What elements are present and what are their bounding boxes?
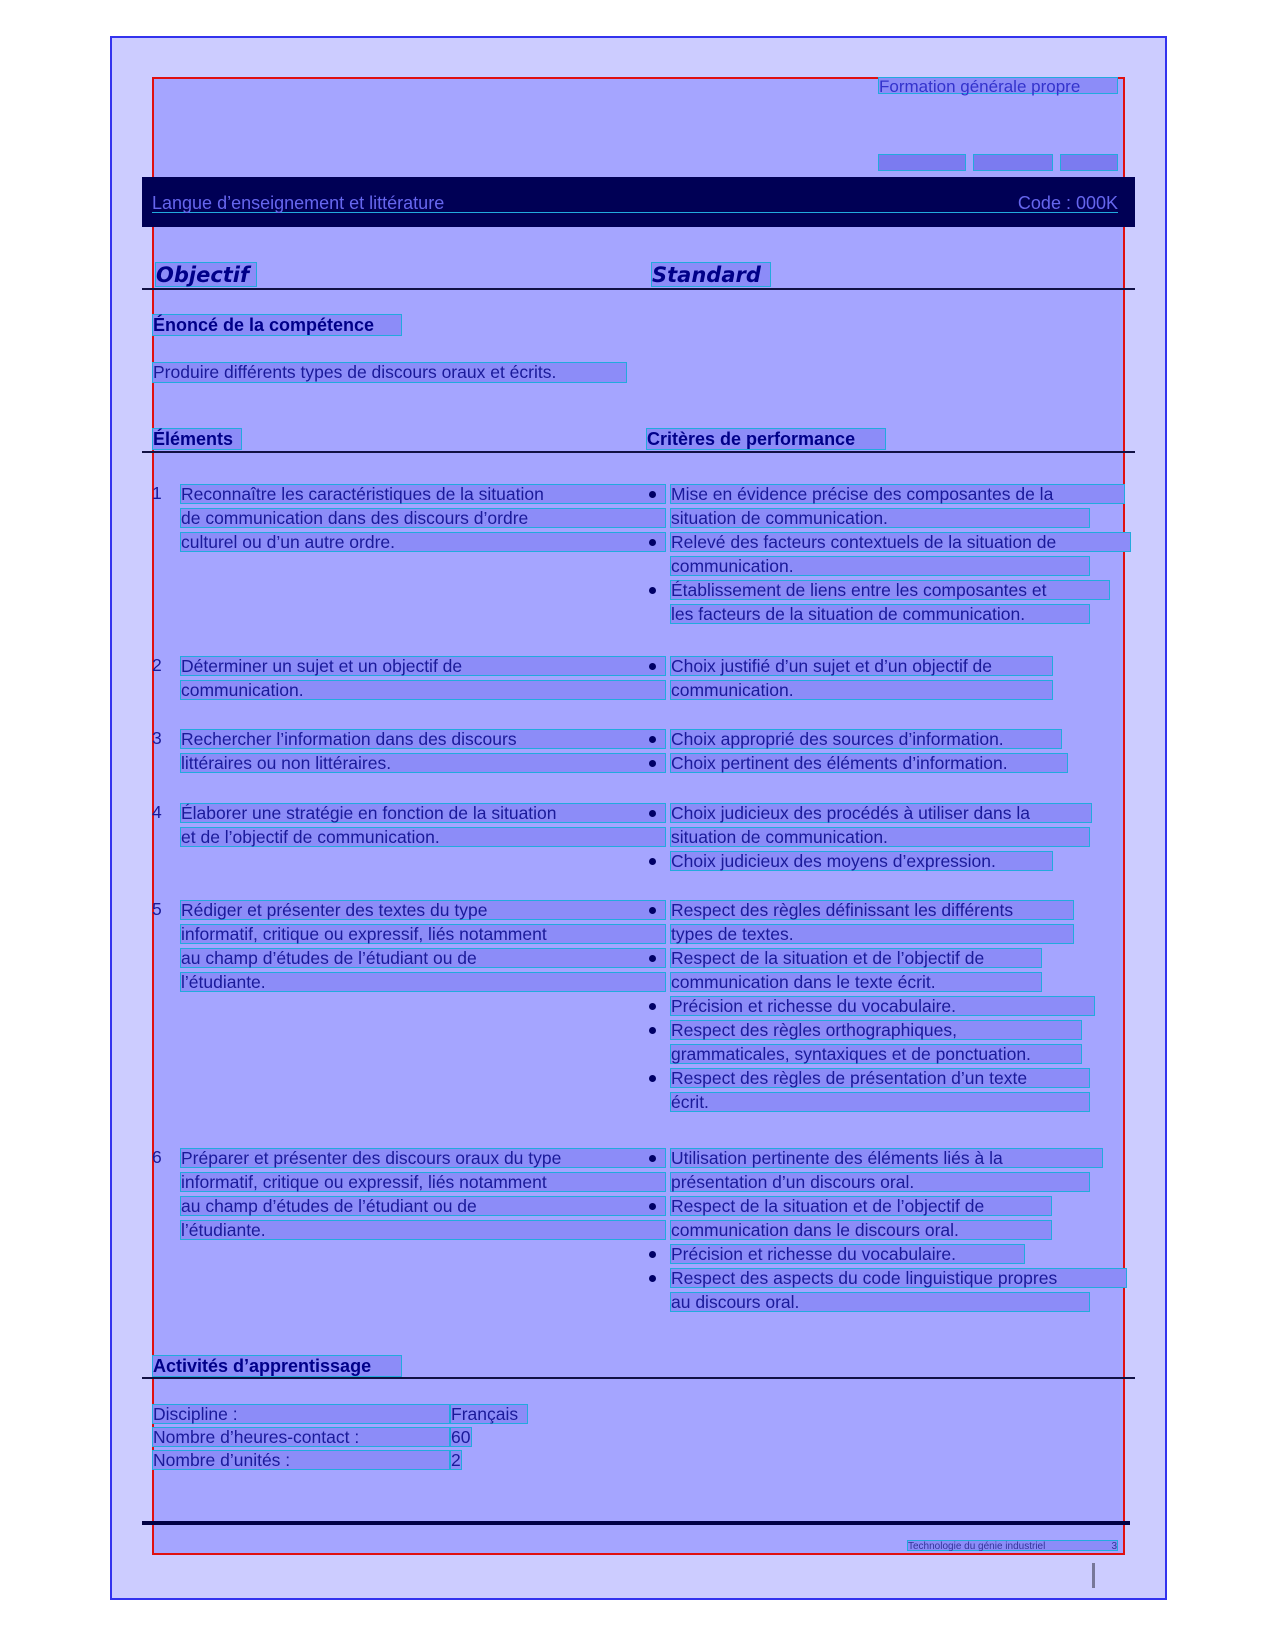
page-number: 3 (1111, 1541, 1117, 1552)
criterion-line: grammaticales, syntaxiques et de ponctuation. (670, 1044, 1082, 1064)
elements-heading: Éléments (152, 428, 242, 450)
table-header-rule (142, 451, 1135, 453)
criterion-line: communication dans le texte écrit. (670, 972, 1042, 992)
criterion-line: Respect des règles de présentation d’un texte (670, 1068, 1090, 1088)
element-text-line: Déterminer un sujet et un objectif de (180, 656, 666, 676)
standard-heading: Standard (651, 262, 771, 287)
criterion-line: Relevé des facteurs contextuels de la situation de (670, 532, 1131, 552)
bullet-icon (649, 539, 656, 546)
contact-hours-value: 60 (451, 1427, 471, 1447)
element-text-line: Élaborer une stratégie en fonction de la situation (180, 803, 666, 823)
element-text-line: Reconnaître les caractéristiques de la situation (180, 484, 666, 504)
criterion-line: Choix judicieux des moyens d’expression. (670, 851, 1053, 871)
units-value: 2 (451, 1450, 461, 1470)
header-field-1 (878, 154, 966, 171)
bullet-icon (649, 1251, 656, 1258)
element-text-line: l’étudiante. (180, 1220, 666, 1240)
discipline-value: Français (450, 1404, 528, 1424)
element-text-line: et de l’objectif de communication. (180, 827, 666, 847)
criterion-line: Mise en évidence précise des composantes de la (670, 484, 1125, 504)
element-text-line: Rédiger et présenter des textes du type (180, 900, 666, 920)
course-title: Langue d’enseignement et littérature (152, 193, 445, 213)
bullet-icon (649, 760, 656, 767)
bullet-icon (649, 587, 656, 594)
bullet-icon (649, 663, 656, 670)
bullet-icon (649, 858, 656, 865)
element-number: 5 (152, 899, 162, 919)
footer (907, 1540, 1118, 1551)
element-number: 1 (152, 483, 162, 503)
criterion-line: écrit. (670, 1092, 1090, 1112)
criterion-line: présentation d’un discours oral. (670, 1172, 1090, 1192)
criterion-line: communication. (670, 680, 1053, 700)
criterion-line: Choix pertinent des éléments d’information. (670, 753, 1068, 773)
criterion-line: Respect des règles orthographiques, (670, 1020, 1082, 1040)
program-header: Formation générale propre (878, 77, 1118, 94)
bullet-icon (649, 1275, 656, 1282)
section-rule (142, 288, 1135, 290)
objective-heading: Objectif (155, 262, 257, 287)
criterion-line: communication. (670, 556, 1090, 576)
criterion-line: Choix judicieux des procédés à utiliser dans la (670, 803, 1092, 823)
bullet-icon (649, 810, 656, 817)
criterion-line: les facteurs de la situation de communication. (670, 604, 1090, 624)
competency-statement: Produire différents types de discours oraux et écrits. (152, 362, 627, 383)
bullet-icon (649, 1027, 656, 1034)
bullet-icon (649, 736, 656, 743)
activities-rule (142, 1377, 1135, 1379)
footer-rule (142, 1521, 1130, 1525)
bullet-icon (649, 1203, 656, 1210)
element-text-line: informatif, critique ou expressif, liés notamment (180, 1172, 666, 1192)
criterion-line: Respect de la situation et de l’objectif de (670, 948, 1042, 968)
criterion-line: Choix justifié d’un sujet et d’un objectif de (670, 656, 1053, 676)
criteria-heading: Critères de performance (646, 428, 886, 450)
element-text-line: informatif, critique ou expressif, liés notamment (180, 924, 666, 944)
discipline-label: Discipline : (152, 1404, 450, 1424)
criterion-line: au discours oral. (670, 1292, 1090, 1312)
element-text-line: au champ d’études de l’étudiant ou de (180, 1196, 666, 1216)
criterion-line: Établissement de liens entre les composantes et (670, 580, 1110, 600)
element-text-line: communication. (180, 680, 666, 700)
element-text-line: de communication dans des discours d’ordre (180, 508, 666, 528)
criterion-line: Précision et richesse du vocabulaire. (670, 1244, 1025, 1264)
element-number: 6 (152, 1147, 162, 1167)
bullet-icon (649, 1003, 656, 1010)
element-number: 2 (152, 655, 162, 675)
header-field-2 (973, 154, 1053, 171)
element-number: 3 (152, 728, 162, 748)
bullet-icon (649, 955, 656, 962)
bullet-icon (649, 1155, 656, 1162)
element-text-line: littéraires ou non littéraires. (180, 753, 666, 773)
course-code: Code : 000K (1017, 193, 1118, 213)
bullet-icon (649, 491, 656, 498)
footer-program: Technologie du génie industriel (908, 1541, 1046, 1552)
criterion-line: situation de communication. (670, 508, 1090, 528)
criterion-line: Utilisation pertinente des éléments liés à la (670, 1148, 1103, 1168)
element-text-line: l’étudiante. (180, 972, 666, 992)
element-text-line: Préparer et présenter des discours oraux du type (180, 1148, 666, 1168)
element-text-line: au champ d’études de l’étudiant ou de (180, 948, 666, 968)
element-text-line: Rechercher l’information dans des discours (180, 729, 666, 749)
bullet-icon (649, 1075, 656, 1082)
element-text-line: culturel ou d’un autre ordre. (180, 532, 666, 552)
criterion-line: situation de communication. (670, 827, 1090, 847)
scroll-indicator (1092, 1563, 1095, 1588)
criterion-line: Respect des règles définissant les différents (670, 900, 1074, 920)
element-number: 4 (152, 802, 162, 822)
criterion-line: Respect de la situation et de l’objectif de (670, 1196, 1052, 1216)
criterion-line: communication dans le discours oral. (670, 1220, 1052, 1240)
criterion-line: types de textes. (670, 924, 1074, 944)
competency-heading: Énoncé de la compétence (152, 314, 402, 336)
units-label: Nombre d’unités : (152, 1450, 450, 1470)
header-field-3 (1060, 154, 1118, 171)
contact-hours-label: Nombre d’heures-contact : (152, 1427, 450, 1447)
criterion-line: Respect des aspects du code linguistique propres (670, 1268, 1127, 1288)
criterion-line: Précision et richesse du vocabulaire. (670, 996, 1095, 1016)
criterion-line: Choix approprié des sources d’information. (670, 729, 1062, 749)
bullet-icon (649, 907, 656, 914)
activities-heading: Activités d’apprentissage (152, 1355, 402, 1377)
